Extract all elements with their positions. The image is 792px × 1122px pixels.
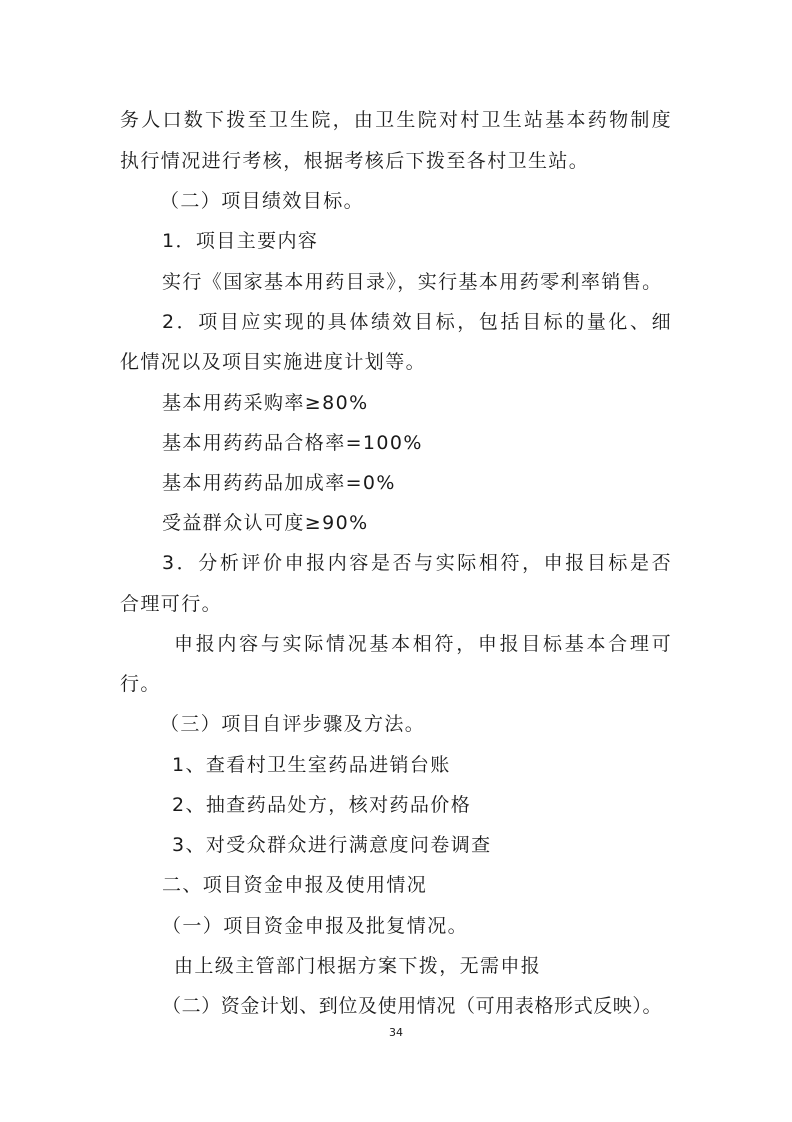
step-1: 1、查看村卫生室药品进销台账 xyxy=(172,754,451,776)
section-heading-funding-approval: （一）项目资金申报及批复情况。 xyxy=(162,915,469,937)
body-line-14: 申报内容与实际情况基本相符，申报目标基本合理可 xyxy=(174,633,672,655)
section-heading-self-evaluation: （三）项目自评步骤及方法。 xyxy=(160,713,426,735)
section-heading-funding-plan: （二）资金计划、到位及使用情况（可用表格形式反映）。 xyxy=(162,995,663,1017)
body-line-7: 化情况以及项目实施进度计划等。 xyxy=(120,351,427,373)
subheading-analysis: 3．分析评价申报内容是否与实际相符，申报目标是否 xyxy=(162,552,672,574)
metric-markup-rate: 基本用药药品加成率=0% xyxy=(162,472,396,494)
metric-qualification-rate: 基本用药药品合格率=100% xyxy=(162,432,423,454)
body-line-15: 行。 xyxy=(120,673,161,695)
page-number: 34 xyxy=(389,1026,403,1039)
body-line-5: 实行《国家基本用药目录》，实行基本用药零利率销售。 xyxy=(162,271,663,293)
body-line-2: 执行情况进行考核，根据考核后下拨至各村卫生站。 xyxy=(120,150,590,172)
body-line-1: 务人口数下拨至卫生院，由卫生院对村卫生站基本药物制度 xyxy=(120,109,672,131)
metric-procurement-rate: 基本用药采购率≥80% xyxy=(162,392,369,414)
body-line-22: 由上级主管部门根据方案下拨，无需申报 xyxy=(174,955,542,977)
subheading-main-content: 1．项目主要内容 xyxy=(162,230,319,252)
section-heading-performance-goals: （二）项目绩效目标。 xyxy=(160,190,365,212)
step-2: 2、抽查药品处方，核对药品价格 xyxy=(172,794,472,816)
step-3: 3、对受众群众进行满意度问卷调查 xyxy=(172,834,492,856)
chapter-heading-funding: 二、项目资金申报及使用情况 xyxy=(162,874,428,896)
metric-satisfaction-rate: 受益群众认可度≥90% xyxy=(162,512,369,534)
body-line-13: 合理可行。 xyxy=(120,593,223,615)
subheading-specific-goals: 2．项目应实现的具体绩效目标，包括目标的量化、细 xyxy=(162,311,672,333)
